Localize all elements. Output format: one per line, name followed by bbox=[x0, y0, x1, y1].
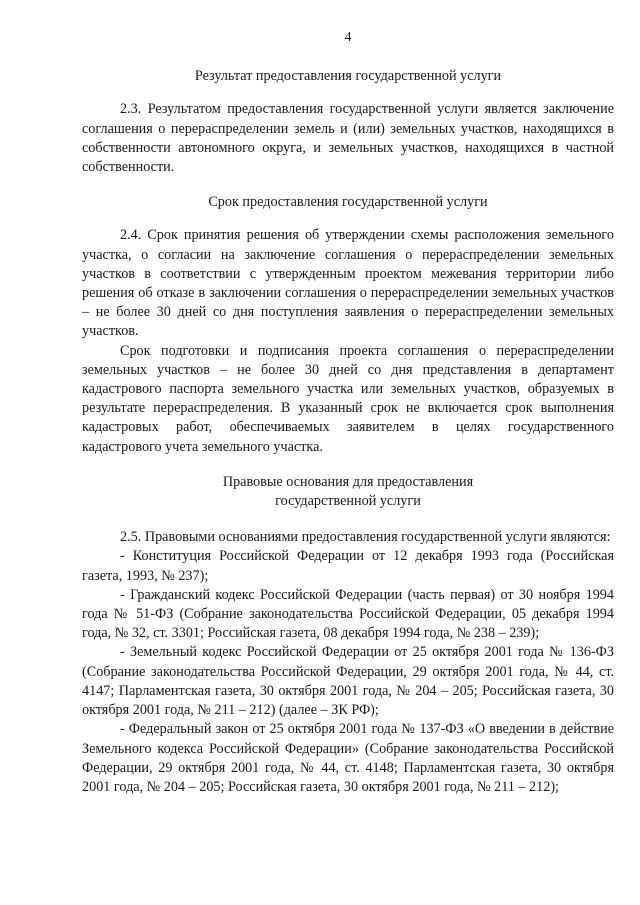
list-item-constitution: - Конституция Российской Федерации от 12 декабря 1993 года (Российская газета, 1993, № 237); bbox=[82, 548, 614, 584]
document-page bbox=[82, 28, 614, 797]
section-heading-legal-basis-line1: Правовые основания для предоставления bbox=[222, 473, 474, 490]
section-term bbox=[82, 193, 614, 457]
section-legal-basis bbox=[82, 473, 614, 797]
page-number: 4 bbox=[344, 30, 352, 45]
paragraph-2-4-term-preparation: Срок подготовки и подписания проекта соглашения о перераспределении земельных участков – не более 30 дней со дня представления в департамент кадастрового паспорта земельного участка или земельных участков, образуемых в результате перераспределения. В указанный срок не включается срок выполнения кадастровых работ, обеспечиваемых заявителем в целях государственного кадастрового учета земельного участка. bbox=[82, 342, 614, 455]
section-heading-result: Результат предоставления государственной услуги bbox=[194, 68, 502, 85]
list-item-land-code: - Земельный кодекс Российской Федерации от 25 октября 2001 года № 136-ФЗ (Собрание законодательства Российской Федерации, 29 октября 2001 года, № 44, ст. 4147; Парламентская газета, 30 октября 2001 года, № 204 – 205; Российская газета, 30 октября 2001 года, № 211 – 212) (далее – ЗК РФ); bbox=[82, 644, 614, 719]
section-heading-term: Срок предоставления государственной услуги bbox=[208, 194, 488, 211]
list-item-civil-code: - Гражданский кодекс Российской Федерации (часть первая) от 30 ноября 1994 года № 51-ФЗ (Собрание законодательства Российской Федерации, 05 декабря 1994 года, № 32, ст. 3301; Российская газета, 08 декабря 1994 года, № 238 – 239); bbox=[82, 586, 614, 642]
section-result bbox=[82, 67, 614, 177]
list-item-federal-law-137: - Федеральный закон от 25 октября 2001 года № 137-ФЗ «О введении в действие Земельного кодекса Российской Федерации» (Собрание законодательства Российской Федерации, 29 октября 2001 года, № 44, ст. 4148; Парламентская газета, 30 октября 2001 года, № 204 – 205; Российская газета, 30 октября 2001 года, № 211 – 212); bbox=[82, 721, 614, 795]
paragraph-2-4: 2.4. Срок принятия решения об утверждении схемы расположения земельного участка, о согласии на заключение соглашения о перераспределении земельных участков в соответствии с утвержденным проектом межевания территории либо решения об отказе в заключении соглашения о перераспределении земельных участков – не более 30 дней со дня поступления заявления о перераспределении земельных участков. bbox=[82, 227, 614, 340]
paragraph-2-5: 2.5. Правовыми основаниями предоставления государственной услуги являются: bbox=[120, 529, 611, 546]
section-heading-legal-basis-line2: государственной услуги bbox=[275, 493, 421, 510]
paragraph-2-3: 2.3. Результатом предоставления государственной услуги является заключение соглашения о перераспределении земель и (или) земельных участков, находящихся в собственности автономного округа, и земельных участков, находящихся в частной собственности. bbox=[82, 101, 614, 176]
section-heading-legal-basis bbox=[82, 473, 614, 511]
